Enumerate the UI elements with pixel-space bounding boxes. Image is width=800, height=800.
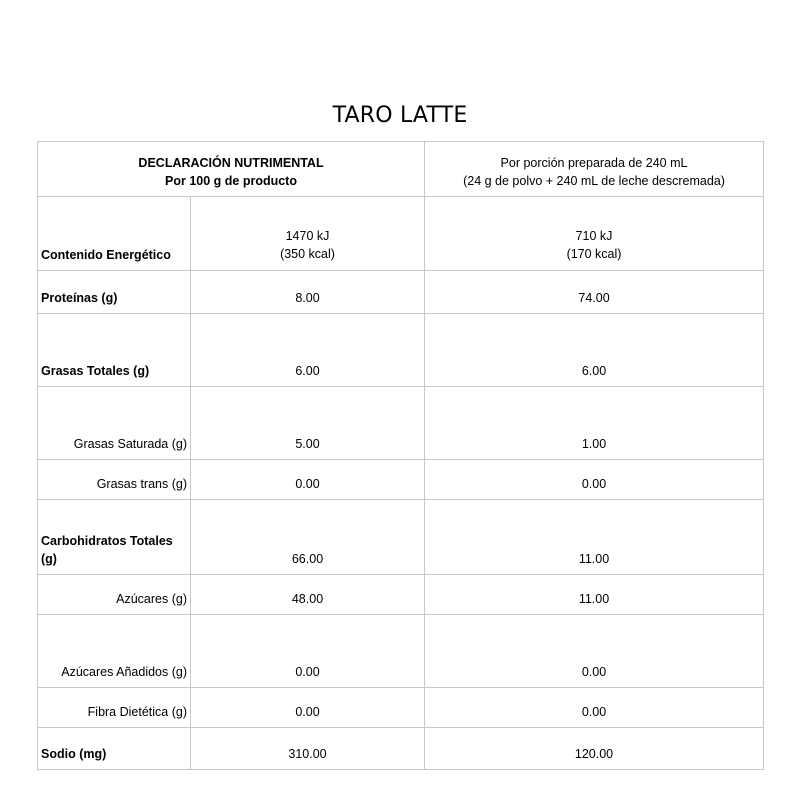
fat-total-label: Grasas Totales (g) [38,314,191,387]
protein-label: Proteínas (g) [38,271,191,314]
carbs-total-per100: 66.00 [191,500,425,575]
energy-portion-cell [425,197,764,271]
sugars-per100: 48.00 [191,575,425,615]
header-portion-title: Por porción preparada de 240 mL [500,156,688,170]
fat-saturated-portion: 1.00 [425,387,764,460]
sugars-added-per100: 0.00 [191,615,425,688]
table-row-fat-total [38,314,764,387]
fat-trans-label: Grasas trans (g) [38,460,191,500]
sugars-label: Azúcares (g) [38,575,191,615]
header-per-100g [38,142,425,197]
table-row-fat-trans [38,460,764,500]
sodium-portion: 120.00 [425,728,764,770]
table-row-sugars-added [38,615,764,688]
nutrition-table [37,141,764,770]
carbs-total-unit: (g) [41,552,57,566]
table-row-carbs-total [38,500,764,575]
protein-portion: 74.00 [425,271,764,314]
header-portion-subtitle: (24 g de polvo + 240 mL de leche descremada) [463,174,725,188]
header-per-portion [425,142,764,197]
fat-saturated-per100: 5.00 [191,387,425,460]
sodium-per100: 310.00 [191,728,425,770]
sugars-added-label: Azúcares Añadidos (g) [38,615,191,688]
sugars-portion: 11.00 [425,575,764,615]
energy-per100-kcal: (350 kcal) [280,247,335,261]
table-row-energy [38,197,764,271]
header-declaration-title: DECLARACIÓN NUTRIMENTAL [138,156,324,170]
fiber-label: Fibra Dietética (g) [38,688,191,728]
header-per-100g-subtitle: Por 100 g de producto [165,174,297,188]
carbs-total-portion: 11.00 [425,500,764,575]
fat-total-per100: 6.00 [191,314,425,387]
product-title: TARO LATTE [332,103,468,128]
energy-portion-kj: 710 kJ [575,229,613,243]
sugars-added-portion: 0.00 [425,615,764,688]
fiber-portion: 0.00 [425,688,764,728]
table-row-sodium [38,728,764,770]
energy-per100-cell [191,197,425,271]
energy-portion-kcal: (170 kcal) [566,247,622,261]
fat-total-portion: 6.00 [425,314,764,387]
table-row-protein [38,271,764,314]
carbs-total-label: Carbohidratos Totales [41,534,173,548]
fat-saturated-label: Grasas Saturada (g) [38,387,191,460]
table-row-fiber [38,688,764,728]
protein-per100: 8.00 [191,271,425,314]
fiber-per100: 0.00 [191,688,425,728]
table-row-fat-saturated [38,387,764,460]
fat-trans-portion: 0.00 [425,460,764,500]
sodium-label: Sodio (mg) [38,728,191,770]
table-row-sugars [38,575,764,615]
fat-trans-per100: 0.00 [191,460,425,500]
carbs-total-label-cell [38,500,191,575]
energy-label: Contenido Energético [38,197,191,271]
table-header-row [38,142,764,197]
energy-per100-kj: 1470 kJ [285,229,330,243]
